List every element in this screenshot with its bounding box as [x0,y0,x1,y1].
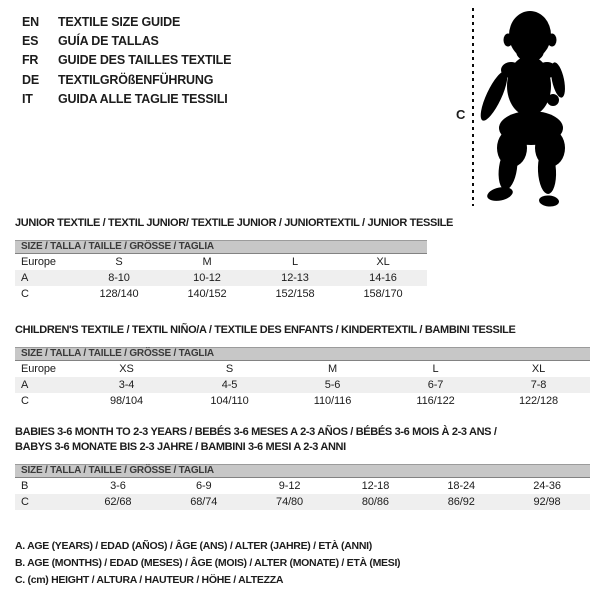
size-value: 18-24 [447,480,476,492]
size-header-bar: SIZE / TALLA / TAILLE / GRÖSSE / TAGLIA [15,347,590,361]
size-value: XL [376,256,390,268]
size-value: 128/140 [99,288,139,300]
legend-line-a: A. AGE (YEARS) / EDAD (AÑOS) / ÂGE (ANS) / ALTER (JAHRE) / ETÀ (ANNI) [15,540,372,552]
table-row [15,270,427,286]
size-value: 12-13 [281,272,309,284]
row-label: A [21,272,29,284]
size-value: 68/74 [190,496,218,508]
size-value: 6-7 [427,379,444,391]
size-value: 8-10 [108,272,130,284]
language-row-de [22,71,231,90]
size-value: 9-12 [278,480,301,492]
row-label: C [21,288,29,300]
size-value: 110/116 [313,395,352,407]
size-header-bar: SIZE / TALLA / TAILLE / GRÖSSE / TAGLIA [15,464,590,478]
language-title: GUIDA ALLE TAGLIE TESSILI [58,91,228,106]
legend-line-b: B. AGE (MONTHS) / EDAD (MESES) / ÂGE (MOIS) / ALTER (MONATE) / ETÀ (MESI) [15,557,401,570]
row-label: C [21,496,29,508]
language-row-en [22,13,231,32]
table-row [15,361,590,377]
table-row [15,393,590,409]
language-code: FR [22,53,39,68]
language-title-list [22,13,231,109]
size-value: 5-6 [324,379,341,391]
size-value: 80/86 [361,496,389,508]
language-code: EN [22,15,39,29]
size-value: 7-8 [530,379,547,391]
language-code: DE [22,72,39,87]
height-measure-label: C [456,107,466,122]
size-value: S [225,363,234,375]
junior-textile-section [15,216,454,302]
babies-textile-section [15,425,590,510]
language-code: IT [22,91,33,106]
size-value: 122/128 [518,395,559,407]
language-code: ES [22,34,39,49]
row-label: B [21,480,29,492]
language-row-fr [22,51,231,70]
table-row [15,377,590,393]
size-value: 14-16 [369,272,397,284]
table-title: BABIES 3-6 MONTH TO 2-3 YEARS / BEBÉS 3-6 MESES A 2-3 AÑOS / BÉBÉS 3-6 MOIS À 2-3 ANS / [15,426,497,438]
language-title: GUIDE DES TAILLES TEXTILE [58,53,232,68]
row-label: C [21,395,29,407]
table-rows [15,361,590,409]
table-row [15,254,427,270]
size-value: 12-18 [361,480,390,492]
language-title: GUÍA DE TALLAS [58,34,159,49]
language-title: TEXTILE SIZE GUIDE [58,15,181,29]
row-label: Europe [21,256,56,268]
height-dashed-line [472,8,474,206]
language-title: TEXTILGRÖßENFÜHRUNG [58,72,214,87]
legend-line-c: C. (cm) HEIGHT / ALTURA / HAUTEUR / HÖHE / ALTEZZA [15,574,284,587]
size-header-bar: SIZE / TALLA / TAILLE / GRÖSSE / TAGLIA [15,240,427,254]
size-value: L [432,363,439,375]
row-label: Europe [21,363,56,375]
size-value: 104/110 [210,395,249,407]
table-title: CHILDREN'S TEXTILE / TEXTIL NIÑO/A / TEXTILE DES ENFANTS / KINDERTEXTIL / BAMBINI TESSILE [15,324,516,336]
size-value: M [202,256,212,268]
size-value: 92/98 [533,496,561,508]
size-value: 62/68 [104,496,132,508]
baby-silhouette-icon [478,8,578,208]
size-value: L [291,256,299,268]
size-value: 98/104 [109,395,144,407]
table-row [15,494,590,510]
size-value: 3-4 [118,379,135,391]
size-value: S [115,256,123,268]
row-label: A [21,379,29,391]
size-value: 10-12 [193,272,221,284]
measurement-legend [15,538,400,590]
language-row-it [22,90,231,109]
size-value: 152/158 [275,288,315,300]
size-value: 3-6 [110,480,126,492]
size-value: XS [119,363,134,375]
table-row [15,286,427,302]
table-title-line2: BABYS 3-6 MONATE BIS 2-3 JAHRE / BAMBINI 3-6 MESI A 2-3 ANNI [15,441,346,453]
size-value: 4-5 [221,379,238,391]
table-row [15,478,590,494]
table-rows [15,478,590,510]
size-value: 116/122 [416,395,455,407]
size-value: 74/80 [276,496,304,508]
language-row-es [22,32,231,51]
size-value: 140/152 [187,288,227,300]
size-value: 86/92 [447,496,475,508]
size-value: M [327,363,338,375]
childrens-textile-section [15,323,590,409]
size-value: 6-9 [195,480,212,492]
size-value: 24-36 [533,480,561,492]
size-value: XL [531,363,546,375]
size-value: 158/170 [363,288,403,300]
table-title: JUNIOR TEXTILE / TEXTIL JUNIOR/ TEXTILE JUNIOR / JUNIORTEXTIL / JUNIOR TESSILE [15,217,454,229]
table-rows [15,254,427,302]
